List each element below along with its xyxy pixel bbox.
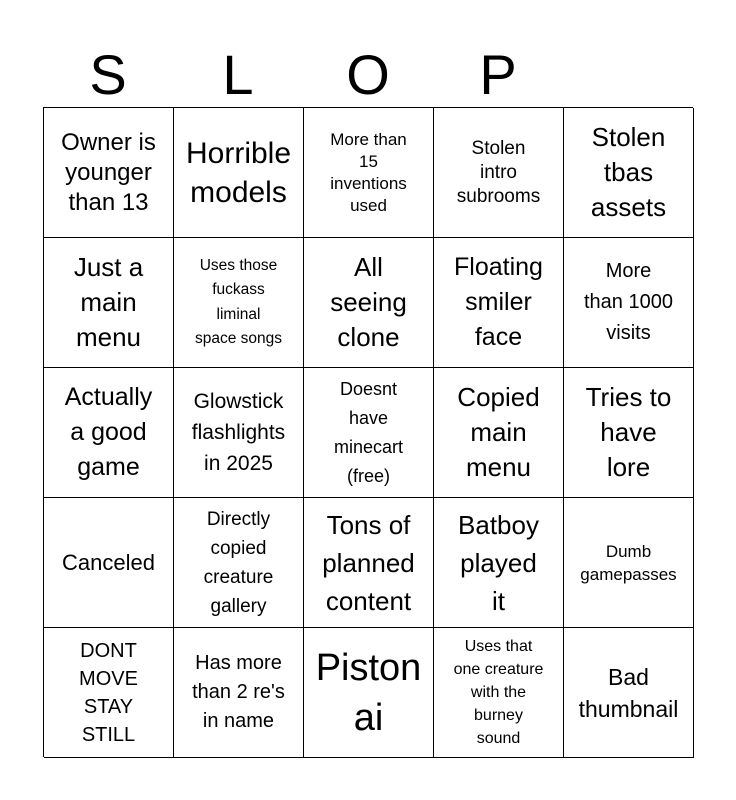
bingo-cell[interactable] xyxy=(44,498,174,628)
cell-text: Tons of planned content xyxy=(322,509,415,616)
bingo-cell[interactable] xyxy=(564,628,694,758)
bingo-cell[interactable] xyxy=(174,238,304,368)
cell-text: Just a main menu xyxy=(73,252,144,352)
cell-text: Floating smiler face xyxy=(454,253,543,351)
bingo-cell[interactable] xyxy=(304,498,434,628)
bingo-cell[interactable] xyxy=(434,368,564,498)
header-letter-2: L xyxy=(222,43,254,106)
bingo-cell[interactable] xyxy=(564,108,694,238)
bingo-cell[interactable] xyxy=(304,108,434,238)
cell-text: Stolen tbas assets xyxy=(590,122,667,222)
bingo-cell[interactable] xyxy=(434,628,564,758)
cell-text: More than 1000 visits xyxy=(584,260,673,344)
cell-text: Piston ai xyxy=(315,646,422,739)
bingo-cell[interactable] xyxy=(174,108,304,238)
bingo-cell[interactable] xyxy=(304,238,434,368)
bingo-cell[interactable] xyxy=(174,368,304,498)
bingo-cell[interactable] xyxy=(304,628,434,758)
header-letter-4: P xyxy=(479,43,517,106)
bingo-cell[interactable] xyxy=(434,498,564,628)
cell-text: Copied main menu xyxy=(457,382,540,482)
bingo-cell[interactable] xyxy=(304,368,434,498)
bingo-header xyxy=(43,44,693,106)
cell-text: Actually a good game xyxy=(64,383,153,481)
bingo-cell[interactable] xyxy=(564,368,694,498)
bingo-cell[interactable] xyxy=(564,498,694,628)
cell-text: Doesnt have minecart (free) xyxy=(333,378,404,486)
cell-text: Stolen intro subrooms xyxy=(456,137,541,207)
cell-text: All seeing clone xyxy=(330,252,407,352)
header-letter-1: S xyxy=(89,43,127,106)
cell-text: Has more than 2 re's in name xyxy=(192,652,285,732)
cell-text: Canceled xyxy=(62,549,155,575)
cell-text: Directly copied creature gallery xyxy=(203,508,274,617)
cell-text: Owner is younger than 13 xyxy=(61,128,156,216)
cell-text: Tries to have lore xyxy=(585,382,672,482)
bingo-cell[interactable] xyxy=(44,238,174,368)
bingo-cell[interactable] xyxy=(564,238,694,368)
bingo-cell[interactable] xyxy=(174,628,304,758)
header-letter-3: O xyxy=(346,43,390,106)
cell-text: Bad thumbnail xyxy=(578,663,679,722)
cell-text: Horrible models xyxy=(185,136,292,209)
cell-text: DONT MOVE STAY STILL xyxy=(79,639,138,746)
cell-text: Dumb gamepasses xyxy=(580,541,677,584)
cell-text: Uses that one creature with the burney sound xyxy=(453,638,544,747)
bingo-cell[interactable] xyxy=(434,108,564,238)
cell-text: Uses those fuckass liminal space songs xyxy=(194,256,283,347)
bingo-cell[interactable] xyxy=(434,238,564,368)
bingo-cell[interactable] xyxy=(44,108,174,238)
cell-text: More than 15 inventions used xyxy=(330,129,407,215)
bingo-cell[interactable] xyxy=(44,368,174,498)
bingo-cell[interactable] xyxy=(44,628,174,758)
bingo-cell[interactable] xyxy=(174,498,304,628)
bingo-grid xyxy=(43,107,693,757)
cell-text: Batboy played it xyxy=(458,509,539,616)
cell-text: Glowstick flashlights in 2025 xyxy=(191,390,286,475)
